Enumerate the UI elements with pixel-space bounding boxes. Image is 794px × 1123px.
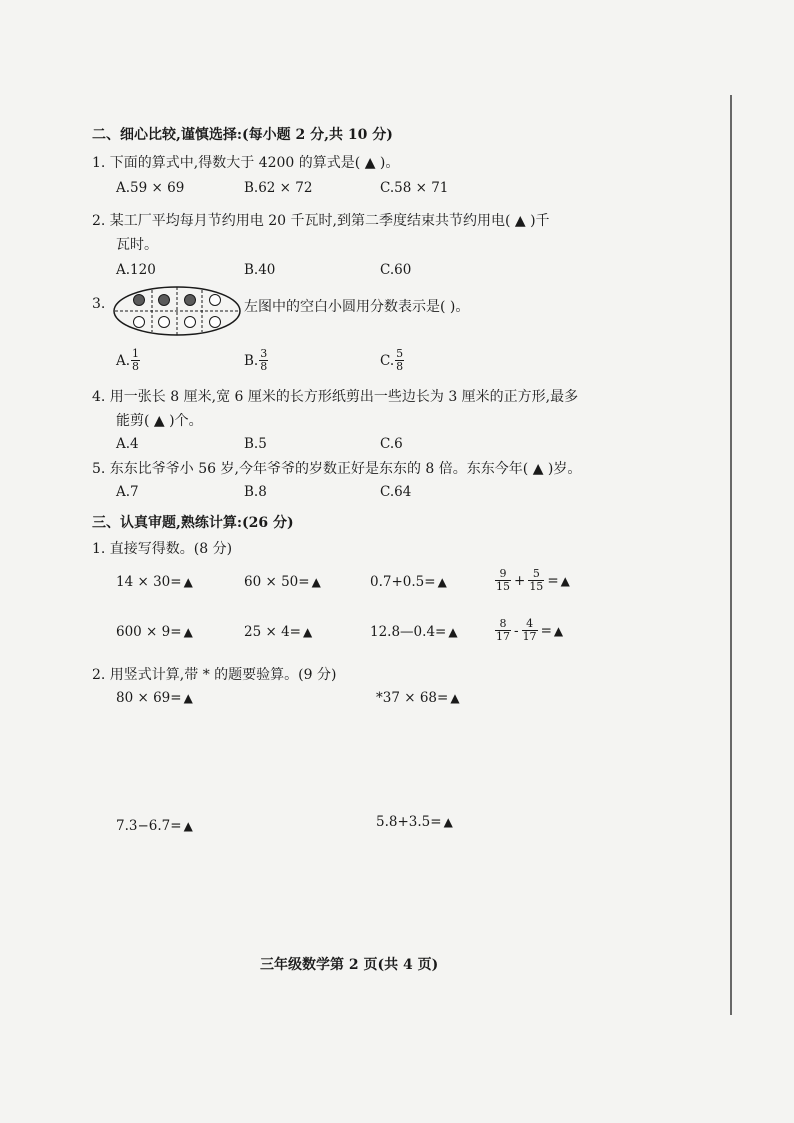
equals-sign: = xyxy=(547,572,559,589)
oral-calc-item xyxy=(244,574,321,590)
fraction-numerator: 3 xyxy=(260,347,268,360)
q4-option-a: A.4 xyxy=(116,436,139,452)
oral-calc-fraction-item xyxy=(494,568,570,593)
vertical-calc-item xyxy=(116,818,193,834)
fraction xyxy=(495,568,511,593)
q3-option-a-prefix: A. xyxy=(116,352,131,369)
q1-option-b: B.62 × 72 xyxy=(244,180,313,196)
page-footer: 三年级数学第 2 页(共 4 页) xyxy=(260,957,439,973)
answer-triangle-icon: ▲ xyxy=(450,691,460,705)
filled-circle xyxy=(159,295,170,306)
answer-triangle-icon: ▲ xyxy=(183,575,193,589)
empty-circle xyxy=(159,317,170,328)
answer-triangle-icon: ▲ xyxy=(183,691,193,705)
section3-title: 三、认真审题,熟练计算:(26 分) xyxy=(92,515,294,531)
fraction-numerator: 5 xyxy=(532,567,540,580)
oral-calc-item xyxy=(244,624,312,640)
fraction-numerator: 9 xyxy=(499,567,507,580)
oral-calc-expression: 12.8—0.4= xyxy=(370,624,447,640)
fraction-denominator: 15 xyxy=(496,580,510,593)
q3-option-a xyxy=(116,348,141,373)
oral-calc-expression: 0.7+0.5= xyxy=(370,574,436,590)
fraction xyxy=(522,618,538,643)
oral-calc-item xyxy=(370,624,458,640)
answer-triangle-icon: ▲ xyxy=(183,819,193,833)
q3-option-c xyxy=(380,348,405,373)
vertical-calc-expression: 5.8+3.5= xyxy=(376,814,442,830)
fraction-denominator: 17 xyxy=(496,630,510,643)
oral-calc-expression: 60 × 50= xyxy=(244,574,310,590)
q2-text-line2: 瓦时。 xyxy=(116,237,158,253)
fraction-denominator: 15 xyxy=(529,580,544,593)
answer-triangle-icon: ▲ xyxy=(448,625,458,639)
q3-text: 左图中的空白小圆用分数表示是( )。 xyxy=(244,299,470,315)
fraction-numerator: 8 xyxy=(499,617,507,630)
q4-option-c: C.6 xyxy=(380,436,403,452)
q3-number: 3. xyxy=(92,296,106,312)
q4-option-b: B.5 xyxy=(244,436,267,452)
q2-option-a: A.120 xyxy=(116,262,156,278)
answer-triangle-icon: ▲ xyxy=(560,573,570,588)
section2-title: 二、细心比较,谨慎选择:(每小题 2 分,共 10 分) xyxy=(92,127,393,143)
empty-circle xyxy=(185,317,196,328)
q3-option-b-prefix: B. xyxy=(244,352,259,369)
page-edge-line xyxy=(730,95,732,1015)
fraction-denominator: 8 xyxy=(132,360,140,373)
q3-option-a-fraction xyxy=(131,348,140,373)
q4-text-line2: 能剪( ▲ )个。 xyxy=(116,413,203,429)
operator: + xyxy=(514,572,526,589)
q1-text: 1. 下面的算式中,得数大于 4200 的算式是( ▲ )。 xyxy=(92,155,400,171)
q3-option-c-prefix: C. xyxy=(380,352,395,369)
oral-calc-expression: 25 × 4= xyxy=(244,624,301,640)
operator: - xyxy=(514,622,519,639)
empty-circle xyxy=(210,295,221,306)
fraction-denominator: 8 xyxy=(396,360,404,373)
oral-calc-expression: 600 × 9= xyxy=(116,624,182,640)
answer-triangle-icon: ▲ xyxy=(183,625,193,639)
answer-triangle-icon: ▲ xyxy=(443,815,453,829)
q2-option-b: B.40 xyxy=(244,262,276,278)
answer-triangle-icon: ▲ xyxy=(553,623,564,638)
answer-triangle-icon: ▲ xyxy=(437,575,447,589)
q1-option-c: C.58 × 71 xyxy=(380,180,449,196)
circle-fraction-figure xyxy=(112,285,242,337)
oral-calc-item xyxy=(370,574,447,590)
vertical-calc-item xyxy=(376,690,460,706)
vertical-calc-expression: 7.3−6.7= xyxy=(116,818,182,834)
empty-circle xyxy=(134,317,145,328)
fraction-numerator: 1 xyxy=(132,347,140,360)
oral-calc-item xyxy=(116,574,193,590)
fraction xyxy=(528,568,544,593)
oral-calc-item xyxy=(116,624,193,640)
q4-text-line1: 4. 用一张长 8 厘米,宽 6 厘米的长方形纸剪出一些边长为 3 厘米的正方形,最多 xyxy=(92,389,579,405)
q2-text-line1: 2. 某工厂平均每月节约用电 20 千瓦时,到第二季度结束共节约用电( ▲ )千 xyxy=(92,213,550,229)
q2-option-c: C.60 xyxy=(380,262,412,278)
fraction xyxy=(495,618,511,643)
vertical-calc-expression: 80 × 69= xyxy=(116,690,182,706)
oral-calc-expression: 14 × 30= xyxy=(116,574,182,590)
s3-q2-title: 2. 用竖式计算,带 * 的题要验算。(9 分) xyxy=(92,667,337,683)
answer-triangle-icon: ▲ xyxy=(302,625,313,639)
equals-sign: = xyxy=(540,622,552,639)
s3-q1-title: 1. 直接写得数。(8 分) xyxy=(92,541,233,557)
q5-option-c: C.64 xyxy=(380,484,412,500)
vertical-calc-expression: *37 × 68= xyxy=(376,690,449,706)
q5-text: 5. 东东比爷爷小 56 岁,今年爷爷的岁数正好是东东的 8 倍。东东今年( ▲ )岁。 xyxy=(92,461,582,477)
vertical-calc-item xyxy=(116,690,193,706)
q1-option-a: A.59 × 69 xyxy=(116,180,185,196)
q5-option-a: A.7 xyxy=(116,484,139,500)
empty-circle xyxy=(210,317,221,328)
answer-triangle-icon: ▲ xyxy=(311,575,321,589)
q5-option-b: B.8 xyxy=(244,484,267,500)
q3-option-b xyxy=(244,348,269,373)
fraction-denominator: 8 xyxy=(260,360,268,373)
q3-option-b-fraction xyxy=(259,348,268,373)
q3-option-c-fraction xyxy=(395,348,404,373)
oral-calc-fraction-item xyxy=(494,618,563,643)
filled-circle xyxy=(134,295,145,306)
fraction-numerator: 4 xyxy=(526,617,534,630)
filled-circle xyxy=(185,295,196,306)
fraction-denominator: 17 xyxy=(522,630,537,643)
vertical-calc-item xyxy=(376,814,453,830)
fraction-numerator: 5 xyxy=(396,347,404,360)
